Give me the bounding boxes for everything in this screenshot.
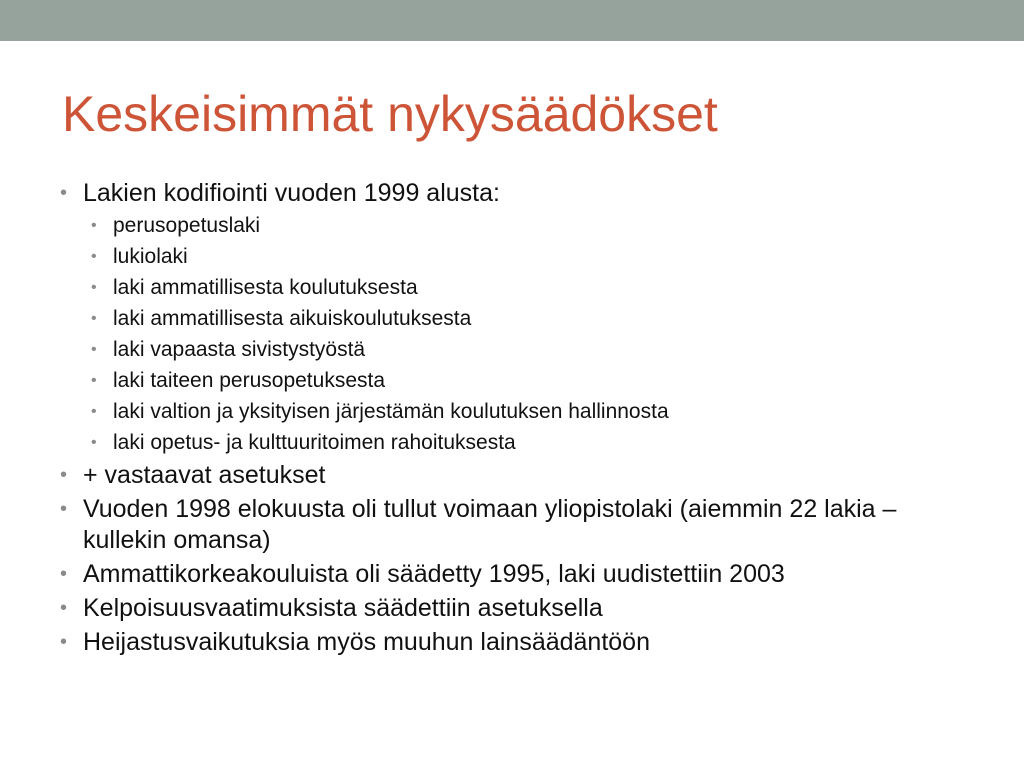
sub-bullet-item — [91, 212, 940, 240]
sub-bullet-item — [91, 243, 940, 271]
sub-bullet-dot-icon: • — [91, 372, 97, 389]
sub-bullet-text: laki vapaasta sivistystyöstä — [113, 338, 366, 361]
bullet-text: Ammattikorkeakouluista oli säädetty 1995, laki uudistettiin 2003 — [83, 560, 785, 588]
sub-bullet-item — [91, 274, 940, 302]
top-color-band — [0, 0, 1024, 41]
bullet-item-3 — [60, 494, 940, 556]
slide-content — [60, 178, 940, 661]
sub-bullet-item — [91, 367, 940, 395]
bullet-item-6 — [60, 627, 940, 658]
sub-bullet-list — [91, 212, 940, 457]
bullet-text: Heijastusvaikutuksia myös muuhun lainsäädäntöön — [83, 628, 650, 656]
bullet-item-2 — [60, 460, 940, 491]
bullet-dot-icon: • — [60, 563, 68, 585]
slide-title: Keskeisimmät nykysäädökset — [62, 86, 718, 142]
sub-bullet-dot-icon: • — [91, 217, 97, 234]
bullet-text: Kelpoisuusvaatimuksista säädettiin asetuksella — [83, 594, 603, 622]
bullet-dot-icon: • — [60, 631, 68, 653]
bullet-dot-icon: • — [60, 464, 68, 486]
sub-bullet-text: laki ammatillisesta aikuiskoulutuksesta — [113, 307, 472, 330]
bullet-item-4 — [60, 559, 940, 590]
sub-bullet-dot-icon: • — [91, 310, 97, 327]
sub-bullet-dot-icon: • — [91, 403, 97, 420]
sub-bullet-text: laki taiteen perusopetuksesta — [113, 369, 386, 392]
sub-bullet-text: laki opetus- ja kulttuuritoimen rahoituksesta — [113, 431, 516, 454]
bullet-item-1 — [60, 178, 940, 457]
sub-bullet-item — [91, 429, 940, 457]
bullet-text: Lakien kodifiointi vuoden 1999 alusta: — [83, 179, 500, 207]
bullet-text: Vuoden 1998 elokuusta oli tullut voimaan yliopistolaki (aiemmin 22 lakia –kullekin omansa) — [83, 495, 897, 554]
sub-bullet-dot-icon: • — [91, 434, 97, 451]
bullet-dot-icon: • — [60, 597, 68, 619]
bullet-dot-icon: • — [60, 182, 68, 204]
sub-bullet-item — [91, 398, 940, 426]
sub-bullet-text: laki valtion ja yksityisen järjestämän koulutuksen hallinnosta — [113, 400, 669, 423]
bullet-text: + vastaavat asetukset — [83, 461, 326, 489]
sub-bullet-dot-icon: • — [91, 279, 97, 296]
sub-bullet-dot-icon: • — [91, 341, 97, 358]
bullet-list — [60, 178, 940, 658]
sub-bullet-text: perusopetuslaki — [113, 214, 261, 237]
sub-bullet-text: laki ammatillisesta koulutuksesta — [113, 276, 418, 299]
sub-bullet-item — [91, 336, 940, 364]
sub-bullet-dot-icon: • — [91, 248, 97, 265]
bullet-item-5 — [60, 593, 940, 624]
sub-bullet-text: lukiolaki — [113, 245, 188, 268]
sub-bullet-item — [91, 305, 940, 333]
bullet-dot-icon: • — [60, 498, 68, 520]
